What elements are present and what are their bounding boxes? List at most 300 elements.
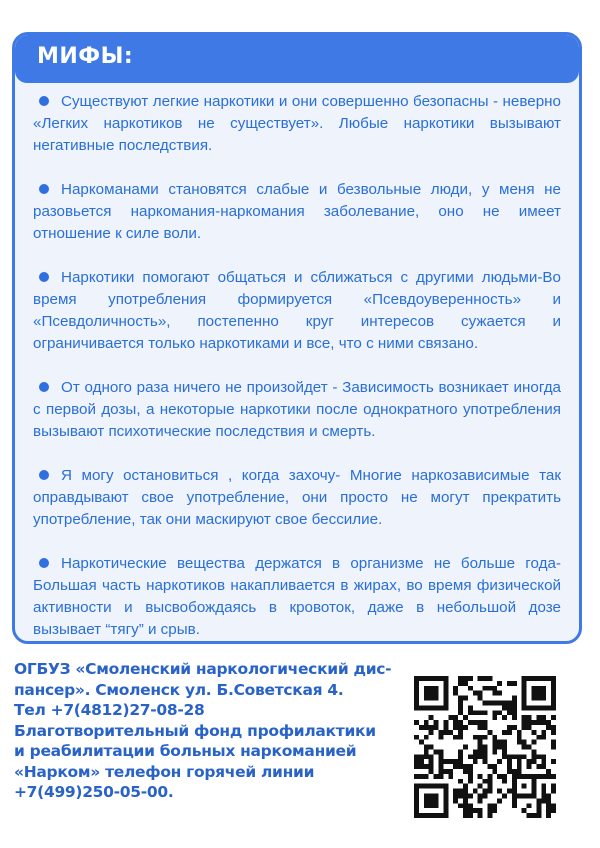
qr-module	[434, 803, 439, 808]
qr-module	[541, 774, 546, 779]
qr-module	[507, 764, 512, 769]
qr-module	[414, 784, 419, 789]
qr-module	[512, 769, 517, 774]
qr-module	[532, 759, 537, 764]
qr-module	[497, 774, 502, 779]
qr-module	[546, 725, 551, 730]
qr-module	[507, 700, 512, 705]
qr-module	[443, 686, 448, 691]
qr-module	[424, 803, 429, 808]
qr-module	[527, 764, 532, 769]
qr-module	[429, 730, 434, 735]
qr-module	[438, 759, 443, 764]
qr-module	[541, 798, 546, 803]
myth-text: От одного раза ничего не произойдет - Зависимость возникает иногда с первой дозы, а некоторые наркотики после однократного употребления вызывают психотические последствия и смерть.	[33, 379, 561, 440]
qr-module	[527, 705, 532, 710]
qr-module	[473, 754, 478, 759]
qr-module	[527, 803, 532, 808]
qr-module	[443, 725, 448, 730]
qr-module	[512, 789, 517, 794]
qr-module	[551, 740, 556, 745]
qr-module	[522, 696, 527, 701]
qr-module	[424, 794, 429, 799]
qr-module	[522, 725, 527, 730]
qr-module	[517, 759, 522, 764]
qr-module	[507, 789, 512, 794]
qr-module	[551, 803, 556, 808]
qr-module	[527, 725, 532, 730]
qr-module	[532, 784, 537, 789]
qr-code-icon[interactable]	[414, 676, 556, 818]
qr-module	[414, 700, 419, 705]
qr-module	[507, 725, 512, 730]
qr-module	[473, 808, 478, 813]
qr-module	[532, 720, 537, 725]
qr-module	[487, 784, 492, 789]
qr-module	[453, 686, 458, 691]
qr-module	[438, 749, 443, 754]
qr-module	[414, 735, 419, 740]
qr-module	[414, 696, 419, 701]
qr-module	[458, 681, 463, 686]
qr-module	[463, 794, 468, 799]
qr-module	[458, 710, 463, 715]
qr-module	[458, 759, 463, 764]
qr-module	[424, 813, 429, 818]
myth-item	[33, 91, 561, 157]
contact-line: ОГБУЗ «Смоленский наркологический дис-	[14, 660, 392, 678]
qr-module	[483, 700, 488, 705]
qr-module	[507, 705, 512, 710]
qr-module	[483, 676, 488, 681]
qr-module	[468, 710, 473, 715]
qr-module	[536, 764, 541, 769]
qr-module	[551, 745, 556, 750]
qr-module	[463, 745, 468, 750]
qr-module	[463, 769, 468, 774]
qr-module	[497, 681, 502, 686]
qr-module	[473, 759, 478, 764]
qr-module	[438, 813, 443, 818]
qr-module	[434, 705, 439, 710]
qr-module	[443, 808, 448, 813]
qr-module	[429, 764, 434, 769]
qr-module	[532, 676, 537, 681]
qr-module	[458, 725, 463, 730]
qr-module	[458, 676, 463, 681]
qr-module	[517, 735, 522, 740]
qr-module	[512, 779, 517, 784]
qr-module	[438, 764, 443, 769]
qr-module	[434, 686, 439, 691]
myth-text: Наркоманами становятся слабые и безвольные люди, у меня не разовьется наркомания-наркомания заболевание, оно не имеет отношение к силе воли.	[33, 181, 561, 242]
qr-module	[478, 735, 483, 740]
qr-module	[453, 725, 458, 730]
qr-module	[522, 754, 527, 759]
qr-module	[541, 784, 546, 789]
qr-module	[478, 691, 483, 696]
qr-module	[438, 676, 443, 681]
qr-module	[492, 710, 497, 715]
qr-module	[541, 759, 546, 764]
qr-module	[527, 759, 532, 764]
qr-module	[483, 720, 488, 725]
qr-module	[443, 720, 448, 725]
qr-module	[443, 730, 448, 735]
myth-item	[33, 465, 561, 531]
qr-module	[438, 774, 443, 779]
qr-module	[502, 745, 507, 750]
qr-module	[419, 764, 424, 769]
qr-module	[458, 789, 463, 794]
qr-module	[438, 784, 443, 789]
qr-module	[414, 686, 419, 691]
qr-module	[458, 735, 463, 740]
hotline-phone: +7(499)250-05-00.	[14, 783, 174, 801]
qr-module	[443, 789, 448, 794]
qr-module	[453, 794, 458, 799]
qr-module	[492, 745, 497, 750]
qr-module	[502, 730, 507, 735]
qr-module	[468, 764, 473, 769]
qr-module	[424, 686, 429, 691]
qr-module	[532, 779, 537, 784]
qr-module	[532, 754, 537, 759]
qr-module	[434, 725, 439, 730]
qr-module	[478, 710, 483, 715]
qr-module	[419, 759, 424, 764]
qr-module	[478, 794, 483, 799]
qr-module	[478, 720, 483, 725]
qr-module	[487, 813, 492, 818]
qr-module	[414, 754, 419, 759]
qr-module	[458, 720, 463, 725]
qr-module	[453, 735, 458, 740]
qr-module	[478, 676, 483, 681]
qr-module	[458, 764, 463, 769]
qr-module	[463, 715, 468, 720]
qr-module	[429, 676, 434, 681]
qr-module	[453, 720, 458, 725]
qr-module	[502, 779, 507, 784]
qr-module	[443, 813, 448, 818]
qr-module	[541, 730, 546, 735]
qr-module	[438, 754, 443, 759]
qr-module	[483, 779, 488, 784]
qr-module	[468, 813, 473, 818]
qr-module	[502, 740, 507, 745]
qr-module	[522, 784, 527, 789]
qr-module	[551, 808, 556, 813]
qr-module	[536, 813, 541, 818]
qr-module	[448, 759, 453, 764]
qr-module	[522, 681, 527, 686]
qr-module	[429, 715, 434, 720]
qr-module	[541, 789, 546, 794]
qr-module	[512, 700, 517, 705]
qr-module	[541, 705, 546, 710]
qr-module	[541, 794, 546, 799]
qr-module	[492, 686, 497, 691]
myths-panel	[12, 32, 582, 644]
qr-module	[419, 705, 424, 710]
qr-module	[487, 676, 492, 681]
qr-module	[468, 803, 473, 808]
qr-module	[483, 794, 488, 799]
qr-module	[434, 691, 439, 696]
qr-module	[458, 754, 463, 759]
qr-module	[512, 696, 517, 701]
qr-module	[546, 794, 551, 799]
qr-module	[483, 710, 488, 715]
qr-module	[532, 696, 537, 701]
qr-module	[483, 735, 488, 740]
qr-module	[443, 696, 448, 701]
qr-module	[478, 784, 483, 789]
myth-text: Существуют легкие наркотики и они совершенно безопасны - неверно «Легких наркотиков не существует». Любые наркотики вызывают негативные последствия.	[33, 93, 561, 154]
qr-module	[551, 676, 556, 681]
qr-module	[443, 803, 448, 808]
qr-module	[419, 725, 424, 730]
qr-module	[536, 696, 541, 701]
qr-module	[478, 745, 483, 750]
qr-module	[487, 808, 492, 813]
myth-item	[33, 553, 561, 641]
qr-module	[517, 740, 522, 745]
qr-module	[453, 798, 458, 803]
qr-module	[453, 691, 458, 696]
qr-module	[429, 745, 434, 750]
qr-module	[463, 725, 468, 730]
qr-module	[532, 705, 537, 710]
bullet-icon	[39, 184, 49, 194]
qr-module	[541, 720, 546, 725]
qr-module	[429, 754, 434, 759]
qr-module	[497, 798, 502, 803]
qr-module	[512, 754, 517, 759]
qr-module	[522, 745, 527, 750]
qr-module	[463, 681, 468, 686]
qr-module	[463, 696, 468, 701]
qr-module	[453, 764, 458, 769]
qr-module	[419, 774, 424, 779]
qr-module	[424, 735, 429, 740]
qr-module	[463, 808, 468, 813]
qr-module	[497, 759, 502, 764]
qr-module	[483, 725, 488, 730]
qr-module	[468, 686, 473, 691]
qr-module	[536, 686, 541, 691]
qr-module	[458, 794, 463, 799]
qr-module	[478, 725, 483, 730]
qr-module	[497, 740, 502, 745]
qr-module	[541, 735, 546, 740]
qr-module	[419, 676, 424, 681]
qr-module	[492, 715, 497, 720]
qr-module	[507, 754, 512, 759]
qr-module	[458, 700, 463, 705]
qr-module	[536, 808, 541, 813]
qr-module	[443, 769, 448, 774]
qr-module	[443, 798, 448, 803]
qr-module	[517, 754, 522, 759]
qr-module	[414, 720, 419, 725]
qr-module	[424, 774, 429, 779]
qr-module	[551, 789, 556, 794]
qr-module	[458, 803, 463, 808]
qr-module	[478, 754, 483, 759]
qr-module	[448, 715, 453, 720]
qr-module	[522, 705, 527, 710]
panel-header	[15, 35, 579, 83]
qr-module	[497, 691, 502, 696]
qr-module	[541, 715, 546, 720]
qr-module	[527, 745, 532, 750]
qr-module	[443, 794, 448, 799]
qr-module	[429, 798, 434, 803]
qr-module	[541, 696, 546, 701]
qr-module	[512, 798, 517, 803]
qr-module	[458, 730, 463, 735]
myth-item	[33, 377, 561, 443]
qr-module	[541, 686, 546, 691]
bullet-icon	[39, 272, 49, 282]
qr-module	[487, 774, 492, 779]
qr-module	[497, 700, 502, 705]
qr-module	[434, 798, 439, 803]
qr-module	[419, 740, 424, 745]
qr-module	[551, 700, 556, 705]
qr-module	[453, 759, 458, 764]
qr-module	[429, 784, 434, 789]
qr-module	[424, 720, 429, 725]
qr-module	[512, 681, 517, 686]
qr-module	[443, 759, 448, 764]
qr-module	[527, 715, 532, 720]
qr-module	[414, 759, 419, 764]
qr-module	[414, 789, 419, 794]
qr-module	[527, 676, 532, 681]
qr-module	[443, 691, 448, 696]
qr-module	[502, 715, 507, 720]
qr-module	[546, 720, 551, 725]
qr-module	[532, 749, 537, 754]
qr-module	[532, 691, 537, 696]
qr-module	[473, 710, 478, 715]
qr-module	[483, 745, 488, 750]
qr-module	[512, 794, 517, 799]
qr-module	[429, 813, 434, 818]
qr-module	[487, 686, 492, 691]
qr-module	[502, 774, 507, 779]
qr-module	[532, 730, 537, 735]
qr-module	[429, 705, 434, 710]
qr-module	[517, 794, 522, 799]
qr-module	[434, 784, 439, 789]
qr-module	[522, 691, 527, 696]
qr-module	[419, 813, 424, 818]
qr-module	[522, 774, 527, 779]
myths-list	[33, 91, 561, 644]
qr-module	[512, 803, 517, 808]
qr-module	[551, 705, 556, 710]
qr-module	[551, 696, 556, 701]
qr-module	[414, 808, 419, 813]
qr-module	[487, 730, 492, 735]
qr-module	[424, 749, 429, 754]
bullet-icon	[39, 382, 49, 392]
qr-module	[483, 759, 488, 764]
qr-module	[453, 715, 458, 720]
qr-module	[487, 764, 492, 769]
qr-module	[497, 745, 502, 750]
qr-module	[468, 774, 473, 779]
qr-module	[414, 798, 419, 803]
qr-module	[468, 808, 473, 813]
qr-module	[522, 808, 527, 813]
qr-module	[478, 808, 483, 813]
qr-module	[473, 691, 478, 696]
qr-module	[497, 710, 502, 715]
bullet-icon	[39, 470, 49, 480]
qr-module	[532, 740, 537, 745]
qr-module	[448, 730, 453, 735]
qr-module	[517, 764, 522, 769]
qr-module	[487, 789, 492, 794]
qr-module	[532, 774, 537, 779]
qr-module	[429, 794, 434, 799]
qr-module	[429, 725, 434, 730]
qr-module	[512, 725, 517, 730]
qr-module	[438, 730, 443, 735]
qr-module	[419, 784, 424, 789]
qr-module	[502, 794, 507, 799]
qr-module	[551, 691, 556, 696]
qr-module	[536, 803, 541, 808]
qr-module	[551, 725, 556, 730]
qr-module	[473, 749, 478, 754]
qr-module	[541, 764, 546, 769]
qr-module	[443, 784, 448, 789]
qr-module	[522, 686, 527, 691]
qr-module	[512, 715, 517, 720]
qr-module	[443, 676, 448, 681]
qr-module	[424, 764, 429, 769]
qr-module	[438, 735, 443, 740]
qr-module	[424, 696, 429, 701]
qr-module	[546, 769, 551, 774]
qr-module	[507, 759, 512, 764]
qr-module	[502, 705, 507, 710]
qr-module	[414, 691, 419, 696]
qr-module	[551, 681, 556, 686]
qr-module	[492, 700, 497, 705]
qr-module	[434, 774, 439, 779]
qr-module	[492, 740, 497, 745]
myth-text: Наркотики помогают общаться и сближаться с другими людьми-Во время употребления формируется «Псевдоуверенность» и «Псевдоличность», постепенно круг интересов сужается и ограничивается только наркотиками и все, что с ними связано.	[33, 269, 561, 352]
qr-module	[536, 754, 541, 759]
qr-module	[443, 705, 448, 710]
qr-module	[443, 700, 448, 705]
qr-module	[468, 779, 473, 784]
qr-module	[551, 759, 556, 764]
qr-module	[458, 705, 463, 710]
myth-text: Наркотические вещества держатся в организме не больше года- Большая часть наркотиков накапливается в жирах, во время физической активности и высвобождаясь в кровоток, даже в небольшой дозе вызывает “тягу” и срыв.	[33, 555, 561, 638]
qr-module	[414, 803, 419, 808]
qr-module	[414, 681, 419, 686]
qr-module	[473, 720, 478, 725]
qr-module	[438, 769, 443, 774]
